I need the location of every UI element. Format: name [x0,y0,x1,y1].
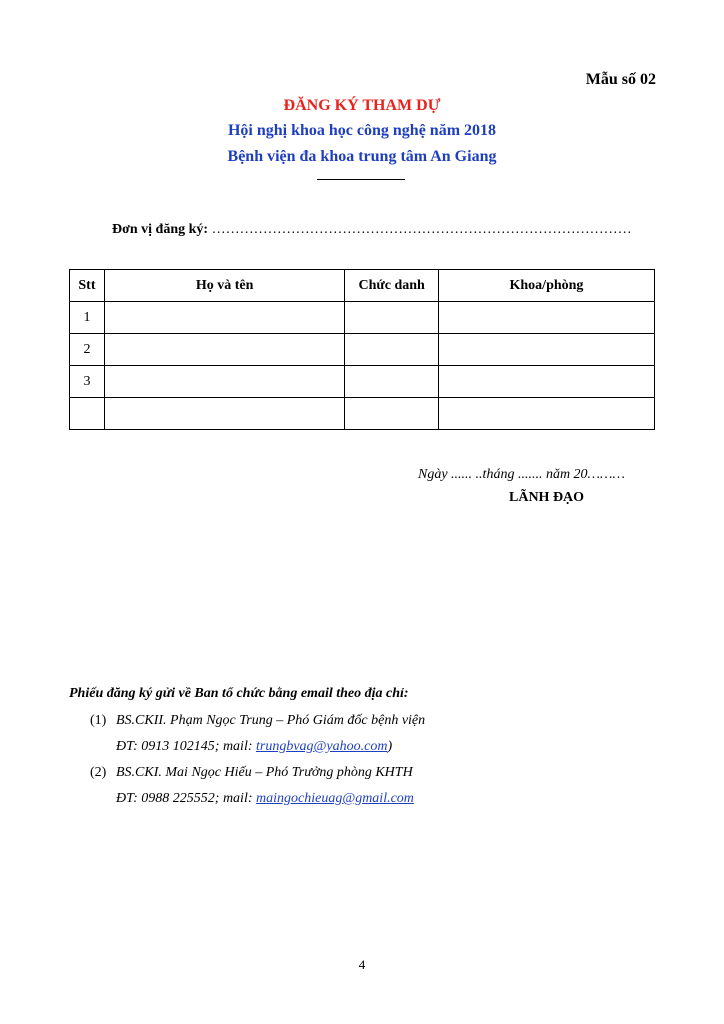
department-cell [438,302,654,334]
form-number: Mẫu số 02 [585,71,656,88]
page-number: 4 [358,957,366,972]
contact-1-phone: ĐT: 0913 102145; mail: [116,739,256,754]
contact-2-email-link[interactable]: maingochieuag@gmail.com [256,791,414,806]
document-title: ĐĂNG KÝ THAM DỰ [283,97,441,114]
contact-2-details-line [116,791,414,807]
contact-1-number: (1) [90,713,107,728]
contact-1-email-link[interactable]: trungbvag@yahoo.com [256,739,388,754]
contact-1-details-line [116,739,392,755]
row-number: 3 [70,366,105,398]
name-cell [104,398,344,430]
department-cell [438,334,654,366]
contact-1-name-line [90,713,425,729]
name-cell [104,366,344,398]
hospital-name: Bệnh viện đa khoa trung tâm An Giang [227,148,497,165]
table-row [70,334,655,366]
title-cell [345,334,439,366]
department-cell [438,366,654,398]
registration-table [69,269,655,430]
submission-note-heading: Phiếu đăng ký gửi về Ban tổ chức bằng email theo địa chỉ: [69,686,409,701]
registering-unit-label: Đơn vị đăng ký: [112,222,209,237]
title-divider [317,179,405,180]
name-cell [104,334,344,366]
contact-2-number: (2) [90,765,107,780]
row-number: 1 [70,302,105,334]
table-row [70,398,655,430]
title-cell [345,398,439,430]
date-line: Ngày ...... ..tháng ....... năm 20……… [418,467,625,482]
header-department: Khoa/phòng [438,270,654,302]
name-cell [104,302,344,334]
contact-1-name: BS.CKII. Phạm Ngọc Trung – Phó Giám đốc bệnh viện [116,713,426,728]
table-row [70,302,655,334]
department-cell [438,398,654,430]
contact-1-suffix: ) [387,739,393,754]
title-cell [345,302,439,334]
title-cell [345,366,439,398]
row-number: 2 [70,334,105,366]
row-number [70,398,105,430]
contact-2-phone: ĐT: 0988 225552; mail: [116,791,256,806]
header-title: Chức danh [345,270,439,302]
table-row [70,366,655,398]
header-stt: Stt [70,270,105,302]
header-full-name: Họ và tên [104,270,344,302]
conference-name: Hội nghị khoa học công nghệ năm 2018 [227,122,497,139]
contact-2-name: BS.CKI. Mai Ngọc Hiếu – Phó Trưởng phòng KHTH [116,765,413,780]
registering-unit-blank: ……………………………………………………………………………… [208,222,632,237]
contact-2-name-line [90,765,413,781]
table-header-row [70,270,655,302]
registering-unit-line [112,222,632,238]
leader-signature-label: LÃNH ĐẠO [509,490,585,505]
